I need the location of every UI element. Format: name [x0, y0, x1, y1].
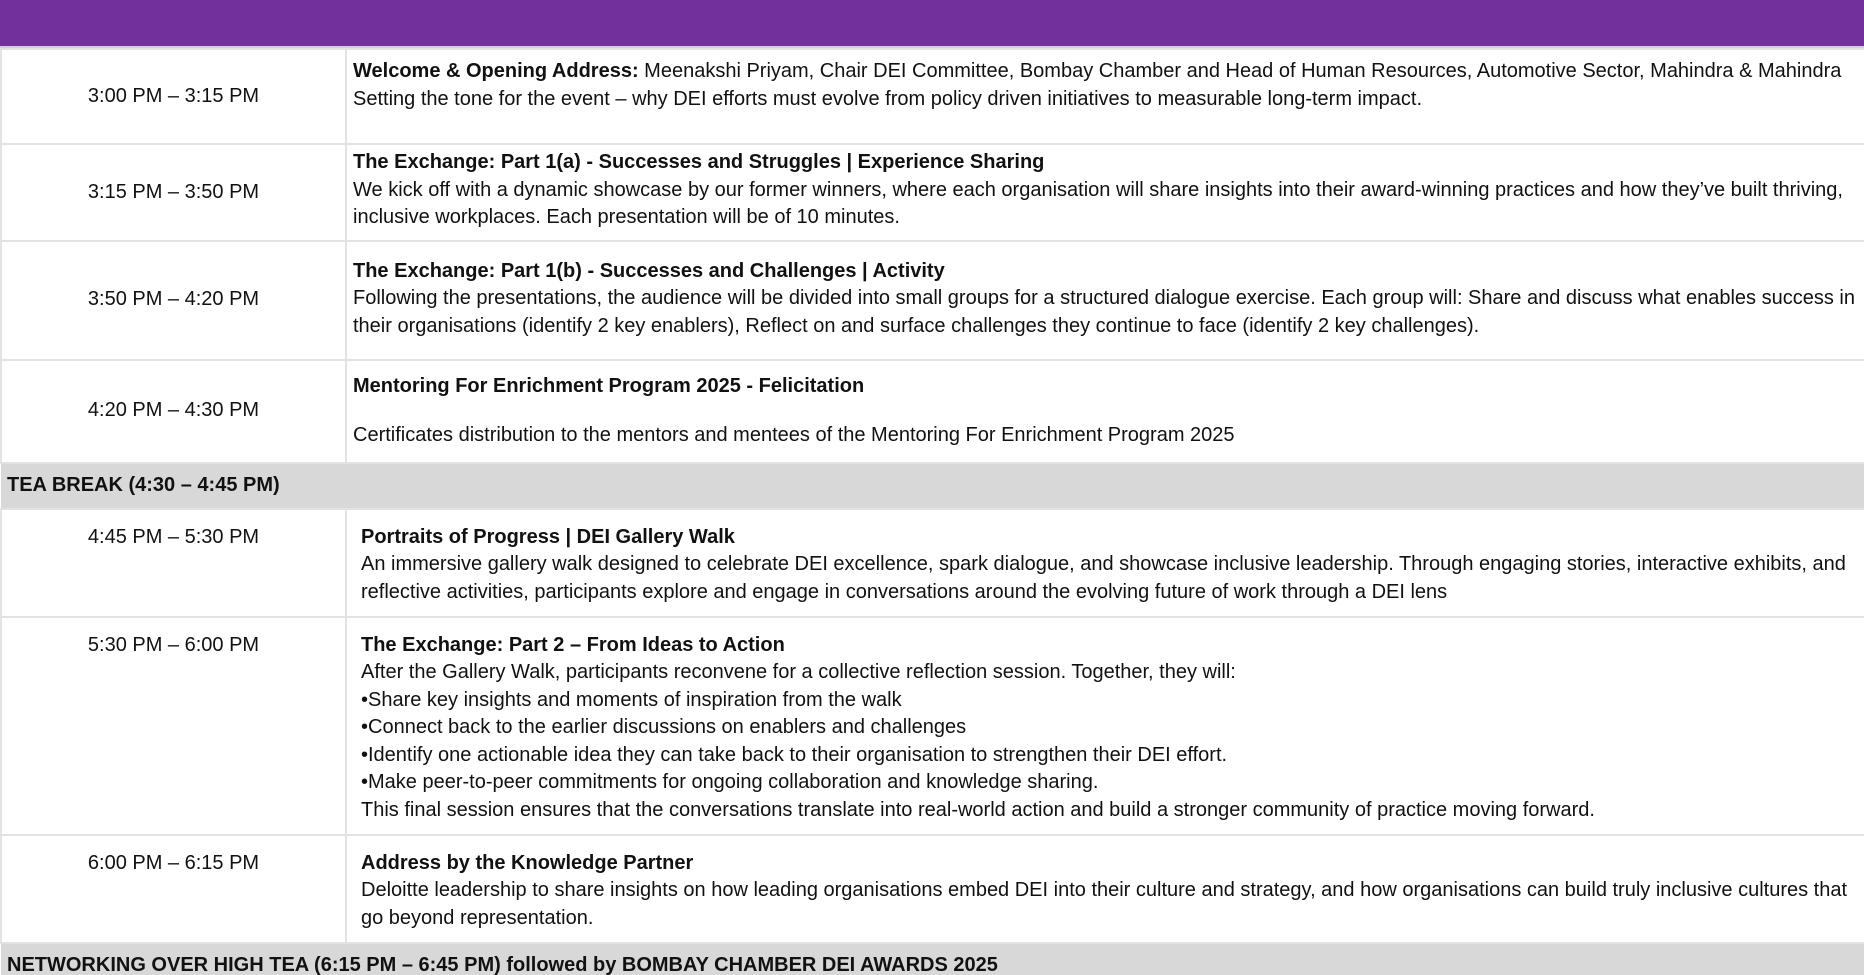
- session-description: [346, 617, 1864, 835]
- tea-break-label: TEA BREAK (4:30 – 4:45 PM): [1, 463, 1864, 509]
- session-time: 3:50 PM – 4:20 PM: [1, 241, 346, 360]
- table-row: [1, 49, 1864, 144]
- session-text: Certificates distribution to the mentors and mentees of the Mentoring For Enrichment Program 2025: [353, 424, 1235, 446]
- header-bar: [0, 0, 1864, 48]
- session-title: The Exchange: Part 2 – From Ideas to Action: [361, 633, 785, 656]
- session-title: Welcome & Opening Address:: [353, 60, 639, 82]
- list-item: •Make peer-to-peer commitments for ongoing collaboration and knowledge sharing.: [361, 771, 1099, 793]
- table-row: [1, 241, 1864, 360]
- session-time: 6:00 PM – 6:15 PM: [1, 835, 346, 943]
- list-item: •Connect back to the earlier discussions on enablers and challenges: [361, 716, 967, 738]
- session-time: 4:45 PM – 5:30 PM: [1, 509, 346, 617]
- networking-label: NETWORKING OVER HIGH TEA (6:15 PM – 6:45 PM) followed by BOMBAY CHAMBER DEI AWARDS 2025: [1, 943, 1864, 975]
- session-text: An immersive gallery walk designed to celebrate DEI excellence, spark dialogue, and showcase inclusive leadership. Through engaging stories, interactive exhibits, and reflective activities, participants explore and engage in conversations around the evolving future of work through a DEI lens: [361, 553, 1846, 603]
- session-description: [346, 835, 1864, 943]
- session-time: 4:20 PM – 4:30 PM: [1, 360, 346, 463]
- session-title: Address by the Knowledge Partner: [361, 851, 694, 874]
- session-title: Portraits of Progress | DEI Gallery Walk: [361, 525, 735, 548]
- table-row: [1, 360, 1864, 463]
- session-time: 3:15 PM – 3:50 PM: [1, 144, 346, 241]
- session-description: [346, 241, 1864, 360]
- session-title: The Exchange: Part 1(b) - Successes and Challenges | Activity: [353, 259, 945, 282]
- break-row: [1, 463, 1864, 509]
- list-item: •Share key insights and moments of inspiration from the walk: [361, 688, 902, 711]
- session-time: 5:30 PM – 6:00 PM: [1, 617, 346, 835]
- session-intro: After the Gallery Walk, participants reconvene for a collective reflection session. Together, they will:: [361, 661, 1236, 683]
- break-row: [1, 943, 1864, 975]
- agenda-table: [0, 48, 1864, 975]
- session-description: [346, 49, 1864, 144]
- session-description: [346, 144, 1864, 241]
- session-title: Mentoring For Enrichment Program 2025 - Felicitation: [353, 374, 865, 397]
- session-text: Following the presentations, the audience will be divided into small groups for a structured dialogue exercise. Each group will: Share and discuss what enables success in their organisations (identify 2 key enablers), Reflect on and surface challenges they continue to face (identify 2 key challenges).: [353, 287, 1855, 337]
- table-row: [1, 835, 1864, 943]
- session-time: 3:00 PM – 3:15 PM: [1, 49, 346, 144]
- table-row: [1, 144, 1864, 241]
- list-item: •Identify one actionable idea they can take back to their organisation to strengthen their DEI effort.: [361, 743, 1228, 766]
- session-text: Deloitte leadership to share insights on how leading organisations embed DEI into their culture and strategy, and how organisations can build truly inclusive cultures that go beyond representation.: [361, 879, 1848, 929]
- session-text: We kick off with a dynamic showcase by our former winners, where each organisation will share insights into their award-winning practices and how they’ve built thriving, inclusive workplaces. Each presentation will be of 10 minutes.: [353, 178, 1843, 228]
- session-title: The Exchange: Part 1(a) - Successes and Struggles | Experience Sharing: [353, 151, 1045, 173]
- session-outro: This final session ensures that the conversations translate into real-world action and build a stronger community of practice moving forward.: [361, 798, 1595, 821]
- bullet-list: [361, 687, 1856, 797]
- session-description: [346, 360, 1864, 463]
- session-speaker: Meenakshi Priyam, Chair DEI Committee, Bombay Chamber and Head of Human Resources, Automotive Sector, Mahindra & Mahindra: [638, 60, 1842, 82]
- session-text: Setting the tone for the event – why DEI efforts must evolve from policy driven initiatives to measurable long-term impact.: [353, 87, 1423, 110]
- table-row: [1, 509, 1864, 617]
- table-row: [1, 617, 1864, 835]
- session-description: [346, 509, 1864, 617]
